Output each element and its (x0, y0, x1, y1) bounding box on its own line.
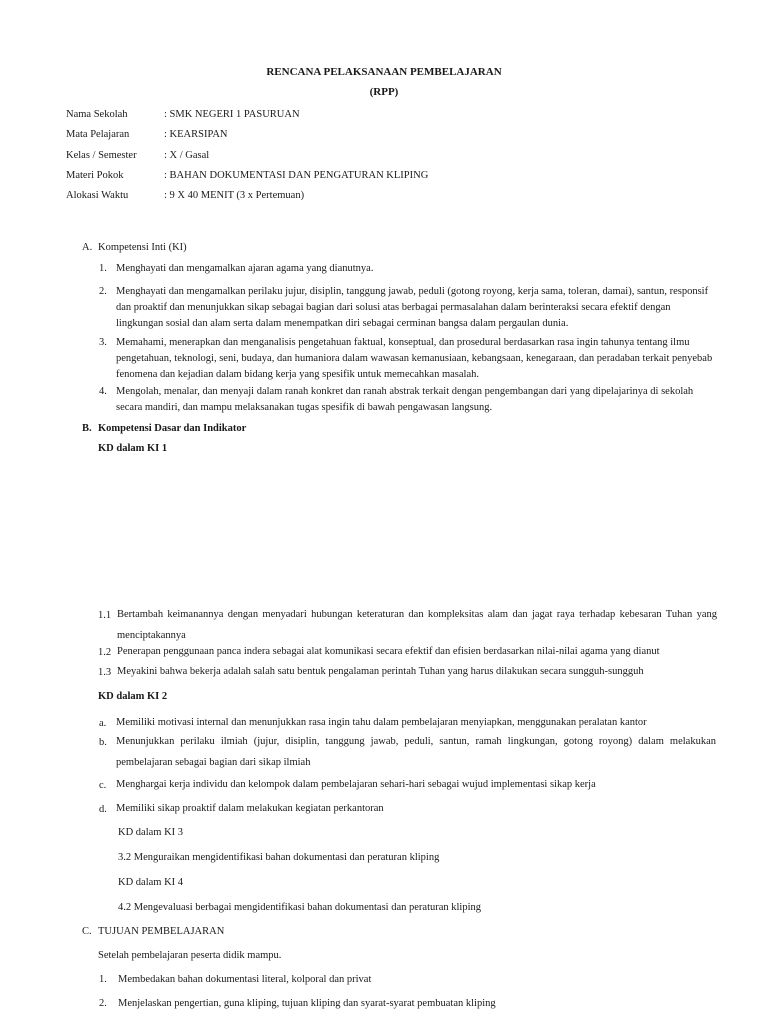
kd2-item-letter: b. (99, 737, 107, 748)
kd2-item-text: Memiliki motivasi internal dan menunjukkan rasa ingin tahu dalam pembelajaran menyiapkan, menggunakan peralatan kantor (116, 717, 647, 728)
kd1-item-number: 1.1 (98, 610, 112, 621)
tujuan-item-number: 2. (99, 998, 107, 1009)
ki-item-number: 3. (99, 337, 107, 348)
kd3-heading: KD dalam KI 3 (118, 827, 184, 838)
section-c-intro: Setelah pembelajaran peserta didik mampu. (98, 950, 282, 961)
info-label-kelas-semester: Kelas / Semester (66, 150, 137, 161)
ki-item-number: 2. (99, 286, 107, 297)
document-subtitle: (RPP) (369, 86, 399, 98)
kd2-item-text: Menghargai kerja individu dan kelompok dalam pembelajaran sehari-hari sebagai wujud implementasi sikap kerja (116, 779, 596, 790)
kd1-item-text: Meyakini bahwa bekerja adalah salah satu bentuk pengalaman perintah Tuhan yang harus dilakukan secara sungguh-sungguh (117, 666, 644, 677)
section-b-letter: B. (82, 423, 92, 434)
kd3-item: 3.2 Menguraikan mengidentifikasi bahan dokumentasi dan peraturan kliping (118, 852, 440, 863)
kd2-item-letter: a. (99, 718, 107, 729)
info-value-materi-pokok: : BAHAN DOKUMENTASI DAN PENGATURAN KLIPING (164, 170, 429, 181)
kd2-item-letter: c. (99, 780, 107, 791)
ki-item-text: Menghayati dan mengamalkan perilaku jujur, disiplin, tanggung jawab, peduli (gotong royong, kerja sama, toleran, damai), santun, responsif dan proaktif dan menunjukkan sikap sebagai bagian dari solusi atas berbagai permasalahan dalam berinteraksi secara efektif dengan lingkungan sosial dan alam serta dalam menempatkan diri sebagai cerminan bangsa dalam pergaulan dunia. (116, 286, 709, 329)
section-c-letter: C. (82, 926, 92, 937)
kd2-item-text: Memiliki sikap proaktif dalam melakukan kegiatan perkantoran (116, 803, 384, 814)
kd1-item-text: Bertambah keimanannya dengan menyadari hubungan keteraturan dan kompleksitas alam dan jagat raya terhadap kebesaran Tuhan yang menciptakannya (117, 609, 717, 641)
info-value-nama-sekolah: : SMK NEGERI 1 PASURUAN (164, 109, 300, 120)
ki-item-number: 4. (99, 386, 107, 397)
section-c-title: TUJUAN PEMBELAJARAN (98, 926, 225, 937)
tujuan-item-number: 1. (99, 974, 107, 985)
kd2-heading: KD dalam KI 2 (98, 691, 168, 702)
info-label-alokasi-waktu: Alokasi Waktu (66, 190, 129, 201)
info-value-alokasi-waktu: : 9 X 40 MENIT (3 x Pertemuan) (164, 190, 305, 201)
ki-item-text: Mengolah, menalar, dan menyaji dalam ranah konkret dan ranah abstrak terkait dengan pengembangan dari yang dipelajarinya di sekolah secara mandiri, dan mampu melaksanakan tugas spesifik di bawah pengawasan langsung. (116, 386, 694, 413)
ki-item-text: Memahami, menerapkan dan menganalisis pengetahuan faktual, konseptual, dan prosedural berdasarkan rasa ingin tahunya tentang ilmu pengetahuan, teknologi, seni, budaya, dan humaniora dalam wawasan kemanusiaan, kebangsaan, kenegaraan, dan peradaban terkait penyebab fenomena dan kejadian dalam bidang kerja yang spesifik untuk memecahkan masalah. (116, 337, 713, 380)
kd1-item-text: Penerapan penggunaan panca indera sebagai alat komunikasi secara efektif dan efisien berdasarkan nilai-nilai agama yang dianut (117, 646, 660, 657)
document-title: RENCANA PELAKSANAAN PEMBELAJARAN (266, 66, 502, 78)
ki-item-text: Menghayati dan mengamalkan ajaran agama yang dianutnya. (116, 263, 374, 274)
tujuan-item-text: Membedakan bahan dokumentasi literal, kolporal dan privat (118, 974, 372, 985)
info-label-materi-pokok: Materi Pokok (66, 170, 124, 181)
section-b-title: Kompetensi Dasar dan Indikator (98, 423, 247, 434)
tujuan-item-text: Menjelaskan pengertian, guna kliping, tujuan kliping dan syarat-syarat pembuatan kliping (118, 998, 496, 1009)
kd1-item-number: 1.2 (98, 647, 112, 658)
info-value-mata-pelajaran: : KEARSIPAN (164, 129, 228, 140)
ki-item-number: 1. (99, 263, 107, 274)
info-label-nama-sekolah: Nama Sekolah (66, 109, 128, 120)
kd1-heading: KD dalam KI 1 (98, 443, 168, 454)
section-a-letter: A. (82, 242, 93, 253)
kd4-item: 4.2 Mengevaluasi berbagai mengidentifikasi bahan dokumentasi dan peraturan kliping (118, 902, 482, 913)
kd2-item-text: Menunjukkan perilaku ilmiah (jujur, disiplin, tanggung jawab, peduli, santun, ramah lingkungan, gotong royong) dalam melakukan pembelajaran sebagai bagian dari sikap ilmiah (116, 736, 716, 768)
kd4-heading: KD dalam KI 4 (118, 877, 184, 888)
info-label-mata-pelajaran: Mata Pelajaran (66, 129, 130, 140)
info-value-kelas-semester: : X / Gasal (164, 150, 210, 161)
section-a-title: Kompetensi Inti (KI) (98, 242, 187, 253)
kd2-item-letter: d. (99, 804, 107, 815)
kd1-item-number: 1.3 (98, 667, 112, 678)
